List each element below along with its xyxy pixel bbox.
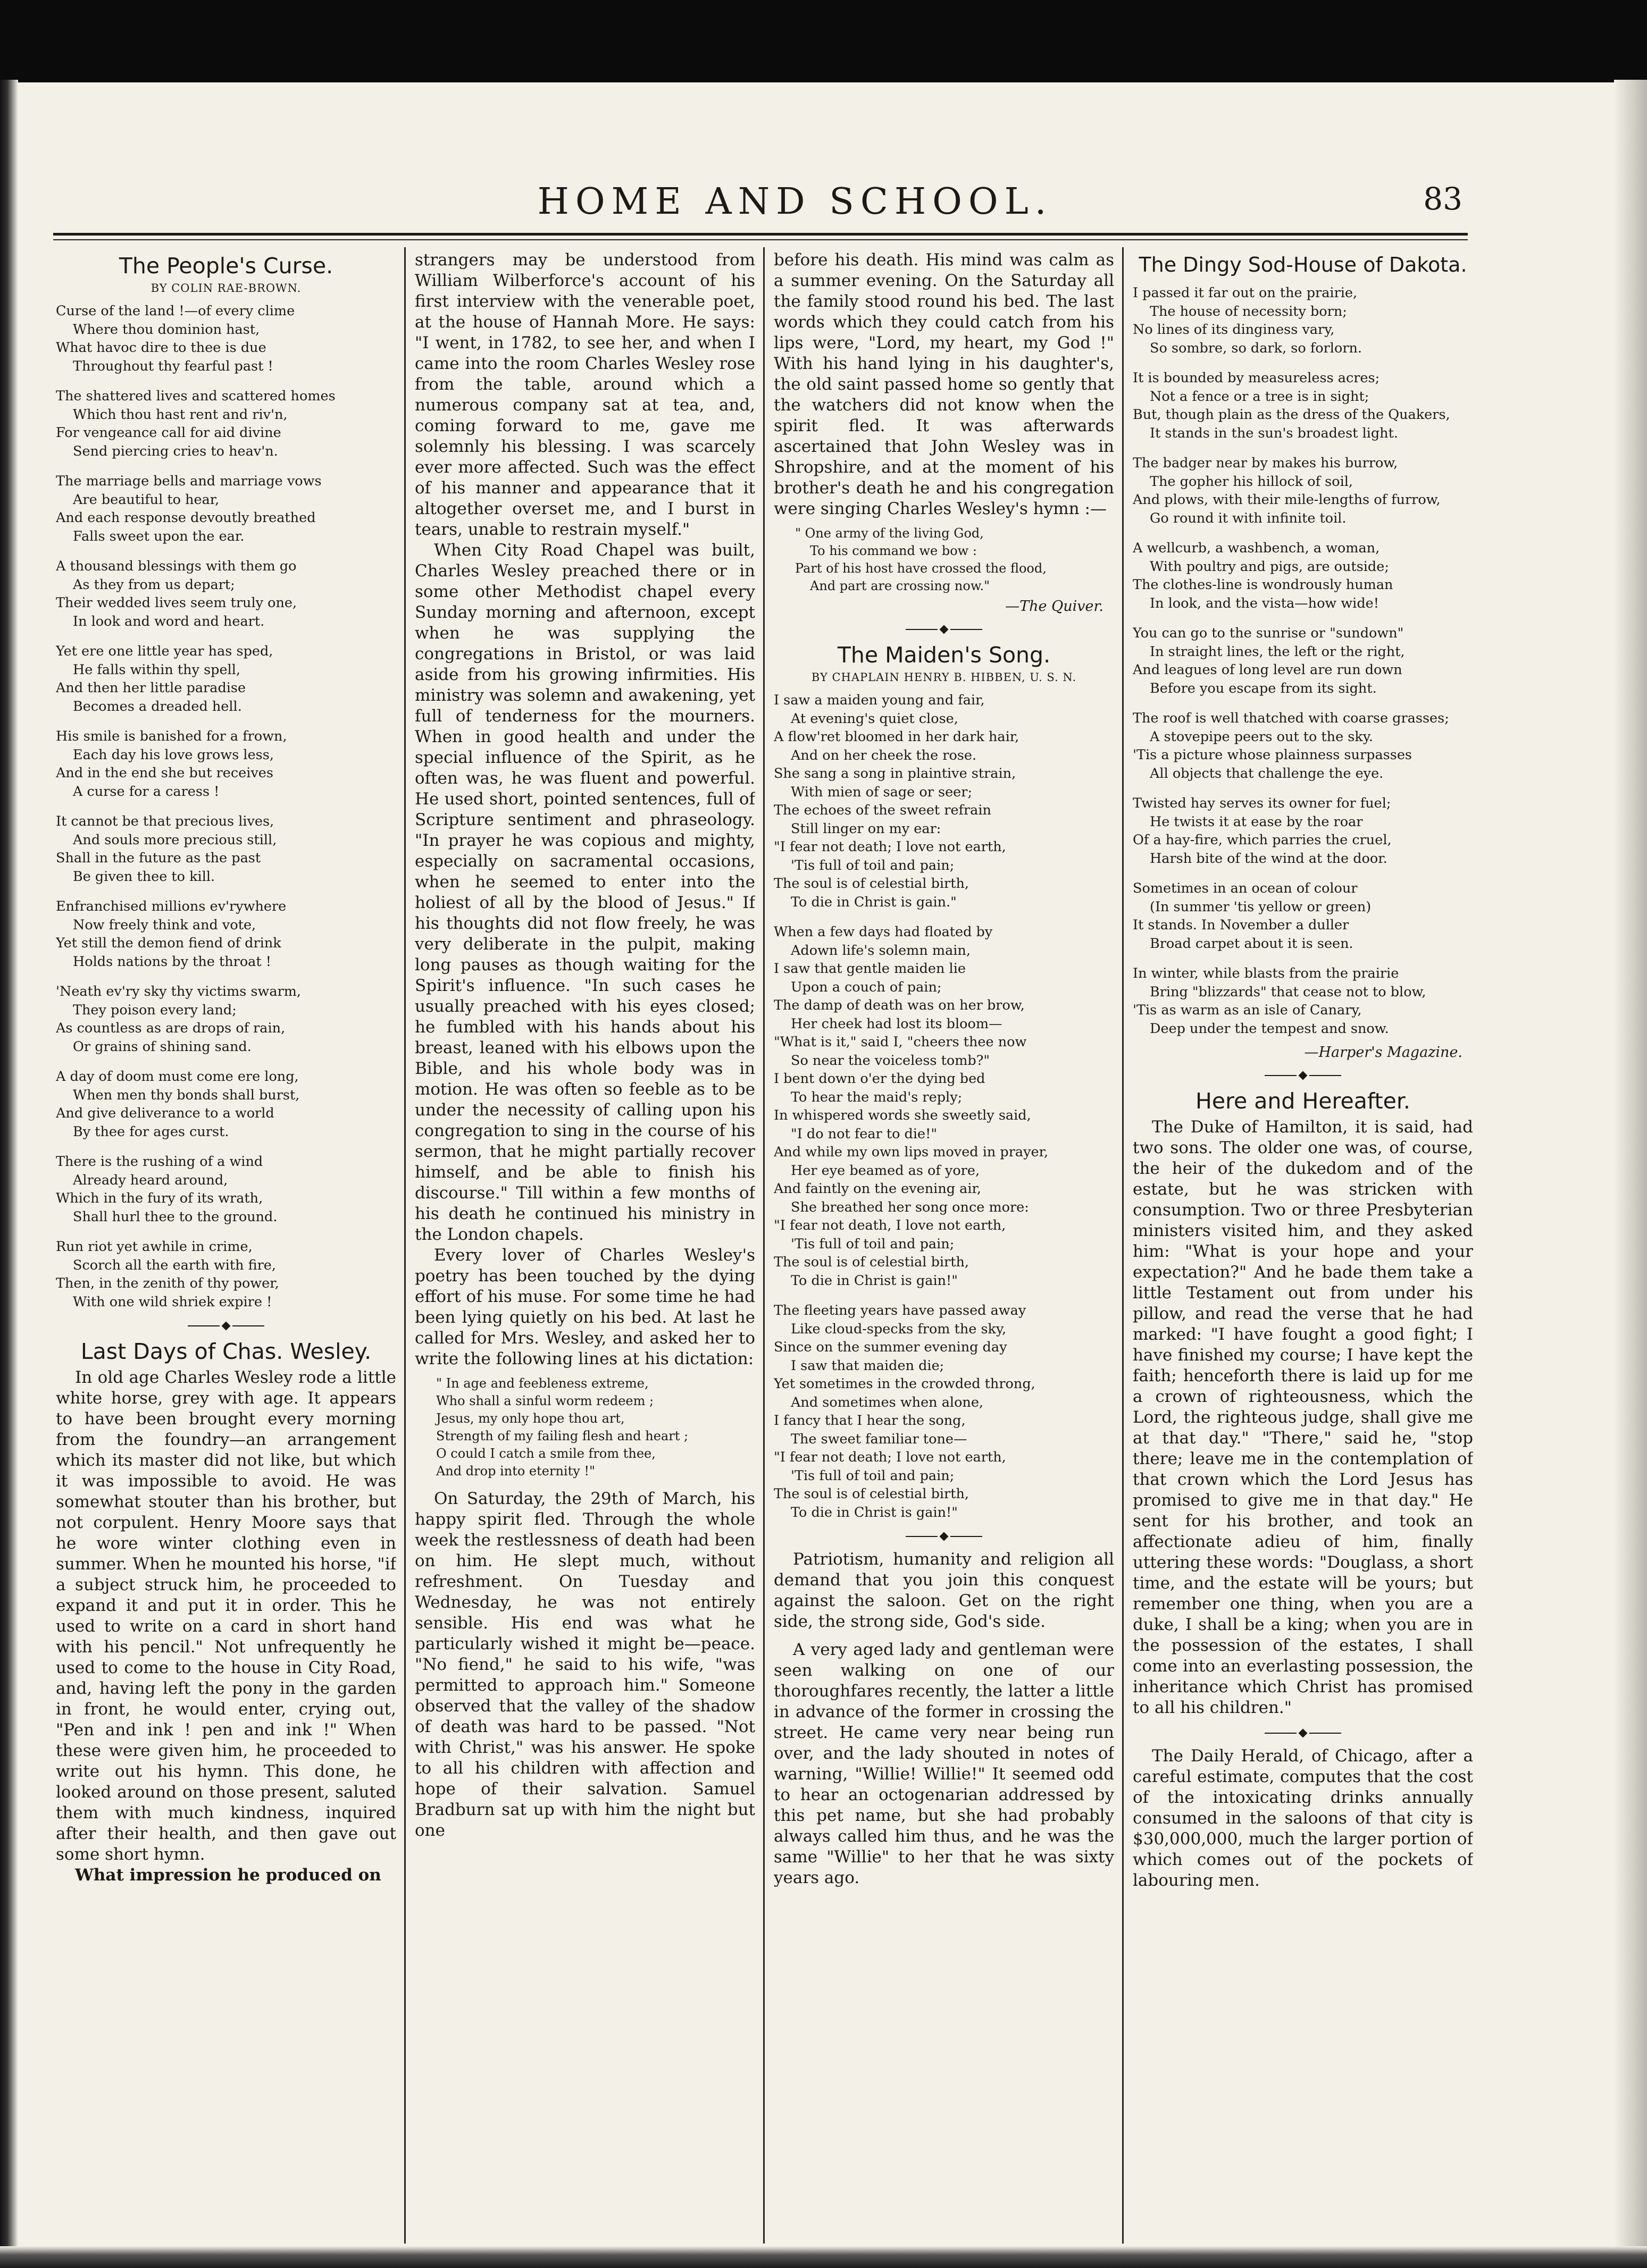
poem-stanza (1133, 539, 1473, 612)
poem-line: And then her little paradise (56, 680, 246, 696)
poem-stanza (56, 302, 396, 375)
poem-line: To die in Christ is gain!" (791, 1272, 958, 1289)
poem-line: His smile is banished for a frown, (56, 728, 287, 744)
poem-line: Deep under the tempest and snow. (1150, 1020, 1389, 1037)
poem-line: Since on the summer evening day (774, 1339, 1007, 1355)
quote-line: O could I catch a smile from thee, (436, 1446, 656, 1461)
poem-line: In whispered words she sweetly said, (774, 1107, 1031, 1123)
poem-line: They poison every land; (73, 1002, 237, 1018)
poem-stanza (56, 982, 396, 1056)
article-paragraph: Patriotism, humanity and religion all demand that you join this conquest against the saloon. Get on the right side, the strong side, God's side. (774, 1550, 1114, 1631)
poem-line: Yet ere one little year has sped, (56, 643, 273, 659)
poem-line: And faintly on the evening air, (774, 1181, 982, 1197)
poem-line: Bring "blizzards" that cease not to blow, (1150, 984, 1426, 1000)
poem-line: She breathed her song once more: (791, 1199, 1029, 1215)
poem-line: And plows, with their mile-lengths of furrow, (1133, 492, 1441, 508)
hymn-quote (795, 525, 1114, 595)
poem-line: Their wedded lives seem truly one, (56, 595, 297, 611)
poem-line: Shall hurl thee to the ground. (73, 1208, 278, 1225)
poem-maidens-song (774, 691, 1114, 1522)
poem-line: And while my own lips moved in prayer, (774, 1144, 1049, 1160)
poem-title-peoples-curse: The People's Curse. (119, 253, 333, 279)
poem-stanza (56, 642, 396, 716)
poem-line: Harsh bite of the wind at the door. (1150, 850, 1387, 867)
poem-line: Still linger on my ear: (791, 820, 941, 837)
poem-line: And in the end she but receives (56, 765, 273, 781)
poem-line: 'Neath ev'ry sky thy victims swarm, (56, 984, 302, 999)
poem-line: Then, in the zenith of thy power, (56, 1275, 279, 1291)
poem-line: And each response devoutly breathed (56, 510, 316, 526)
scan-right-border (1614, 80, 1647, 2268)
poem-byline: BY CHAPLAIN HENRY B. HIBBEN, U. S. N. (811, 671, 1077, 684)
poem-sod-house (1133, 284, 1473, 1038)
poem-stanza (774, 1301, 1114, 1522)
poem-line: For vengeance call for aid divine (56, 425, 281, 441)
column-rule (763, 247, 765, 2244)
poem-stanza (56, 1153, 396, 1226)
poem-line: In winter, while blasts from the prairie (1133, 965, 1399, 981)
poem-stanza (1133, 794, 1473, 868)
poem-line: It is bounded by measureless acres; (1133, 370, 1380, 386)
poem-line: "I fear not death; I love not earth, (774, 1449, 1006, 1465)
poem-line: I saw that gentle maiden lie (774, 961, 966, 977)
poem-line: Twisted hay serves its owner for fuel; (1133, 795, 1391, 811)
poem-line: No lines of its dinginess vary, (1133, 322, 1335, 338)
poem-stanza (774, 691, 1114, 911)
quote-line: Who shall a sinful worm redeem ; (436, 1393, 654, 1408)
poem-line: And give deliverance to a world (56, 1105, 274, 1121)
article-paragraph: When City Road Chapel was built, Charles Wesley preached there or in some other Methodist chapel every Sunday morning and afternoon, except when he was supplying the congregations in Bristol, or was laid aside from his growing infirmities. His ministry was solemn and awakening, yet full of tenderness for the mourners. When in good health and under the special influence of the Spirit, as he often was, he was fluent and powerful. He used short, pointed sentences, full of Scripture sentiment and phraseology. "In prayer he was copious and mighty, especially on sacramental occasions, when he seemed to enter into the holiest of all by the blood of Jesus." If his thoughts did not flow freely, he was very deliberate in the pulpit, making long pauses as though waiting for the Spirit's influence. "In such cases he usually preached with his eyes closed; he fumbled with his hands about his breast, leaned with his elbows upon the Bible, and his whole body was in motion. He was often so feeble as to be under the necessity of calling upon his congregation to sing in the course of his sermon, that he might partially recover himself, and be able to finish his discourse." Till within a few months of his death he continued his ministry in the London chapels. (415, 541, 755, 1244)
poem-line: The sweet familiar tone— (791, 1431, 967, 1447)
poem-line: With one wild shriek expire ! (73, 1293, 272, 1310)
poem-line: I saw that maiden die; (791, 1357, 944, 1374)
poem-line: To die in Christ is gain!" (791, 1504, 958, 1521)
poem-stanza (1133, 624, 1473, 698)
poem-line: She sang a song in plaintive strain, (774, 766, 1016, 782)
page-number: 83 (1423, 181, 1462, 217)
poem-line: A stovepipe peers out to the sky. (1150, 728, 1373, 745)
quote-line: And part are crossing now." (810, 578, 990, 593)
poem-stanza (1133, 964, 1473, 1038)
article-paragraph: Every lover of Charles Wesley's poetry has been touched by the dying effort of his muse. For some time he had been lying quietly on his bed. At last he called for Mrs. Wesley, and asked her to write the following lines at his dictation: (415, 1246, 755, 1368)
column-2 (415, 250, 755, 2241)
poem-line: I bent down o'er the dying bed (774, 1071, 985, 1087)
poem-line: Of a hay-fire, which parries the cruel, (1133, 832, 1392, 848)
poem-line: Her eye beamed as of yore, (791, 1162, 980, 1179)
poem-line: I passed it far out on the prairie, (1133, 285, 1358, 301)
poem-line: The clothes-line is wondrously human (1133, 577, 1393, 593)
poem-stanza (1133, 454, 1473, 527)
scan-left-border (0, 80, 18, 2268)
poem-line: The badger near by makes his burrow, (1133, 455, 1398, 471)
section-divider (56, 1323, 396, 1329)
quote-line: Part of his host have crossed the flood, (795, 561, 1047, 576)
poem-line: I fancy that I hear the song, (774, 1413, 966, 1429)
poem-line: At evening's quiet close, (791, 710, 958, 727)
article-title-wesley: Last Days of Chas. Wesley. (80, 1339, 372, 1364)
poem-line: 'Tis full of toil and pain; (791, 857, 955, 873)
poem-line: Now freely think and vote, (73, 917, 256, 933)
poem-title-sod-house: The Dingy Sod-House of Dakota. (1139, 253, 1467, 276)
article-paragraph: What impression he produced on (75, 1866, 381, 1885)
poem-line: The soul is of celestial birth, (774, 876, 969, 892)
poem-line: The house of necessity born; (1150, 303, 1347, 320)
article-paragraph: The Duke of Hamilton, it is said, had two sons. The older one was, of course, the heir of the dukedom and of the estate, but he was stricken with consumption. Two or three Presbyterian ministers visited him, and they asked him: "What is your hope and your expectation?" And he bade them take a little Testament out from under his pillow, and read the verse that he had marked: "I have fought a good fight; I have finished my course; I have kept the faith; henceforth there is laid up for me a crown of righteousness, which the Lord, the righteous judge, shall give me at that day." "There," said he, "stop there; leave me in the contemplation of that crown which the Lord Jesus has promised to give me in that day." He sent for his brother, and took an affectionate adieu of him, finally uttering these words: "Douglass, a short time, and the estate will be yours; but remember one thing, when you are a duke, I shall be a king; when you are in the possession of the estates, I shall come into an everlasting possession, the inheritance which Christ has promised to all his children." (1133, 1118, 1473, 1717)
column-1 (56, 250, 396, 2241)
poem-line: And on her cheek the rose. (791, 747, 977, 763)
poem-byline: BY COLIN RAE-BROWN. (151, 282, 302, 295)
poem-stanza (56, 727, 396, 801)
poem-line: In look, and the vista—how wide! (1150, 595, 1379, 611)
poem-line: The fleeting years have passed away (774, 1303, 1026, 1318)
quote-credit: —The Quiver. (1005, 598, 1103, 615)
poem-stanza (1133, 369, 1473, 442)
poem-line: Her cheek had lost its bloom— (791, 1015, 1002, 1032)
quote-line: To his command we bow : (810, 543, 977, 558)
poem-line: Like cloud-specks from the sky, (791, 1321, 1007, 1337)
poem-line: He twists it at ease by the roar (1150, 813, 1363, 830)
header-rule-thin (53, 239, 1468, 240)
poem-line: When a few days had floated by (774, 924, 993, 940)
poem-line: Falls sweet upon the ear. (73, 528, 245, 544)
poem-line: Are beautiful to hear, (73, 491, 220, 508)
quote-line: And drop into eternity !" (436, 1464, 596, 1479)
poem-line: It stands. In November a duller (1133, 917, 1349, 933)
poem-line: Be given thee to kill. (73, 868, 215, 885)
poem-stanza (1133, 709, 1473, 783)
poem-line: And leagues of long level are run down (1133, 662, 1402, 678)
poem-stanza (1133, 284, 1473, 357)
poem-line: Already heard around, (73, 1172, 228, 1188)
article-paragraph: In old age Charles Wesley rode a little white horse, grey with age. It appears to have been brought every morning from the foundry—an arrangement which its master did not like, but which it was impossible to avoid. He was somewhat stouter than his brother, but not corpulent. Henry Moore says that he wore winter clothing even in summer. When he mounted his horse, "if a subject struck him, he proceeded to expand it and put it in order. This he used to write on a card in short hand with his pencil." Not unfrequently he used to come to the house in City Road, and, having left the pony in the garden in front, he would enter, crying out, "Pen and ink ! pen and ink !" When these were given him, he proceeded to write out his hymn. This done, he looked around on those present, saluted them with much kindness, inquired after their health, and then gave out some short hymn. (56, 1368, 396, 1864)
poem-line: A curse for a caress ! (73, 783, 220, 800)
poem-line: What havoc dire to thee is due (56, 340, 266, 356)
poem-stanza (56, 387, 396, 460)
column-4 (1133, 250, 1473, 2241)
poem-line: 'Tis full of toil and pain; (791, 1467, 955, 1484)
poem-line: Adown life's solemn main, (791, 942, 971, 959)
poem-line: The echoes of the sweet refrain (774, 802, 991, 818)
poem-line: In straight lines, the left or the right, (1150, 643, 1405, 660)
quote-line: Jesus, my only hope thou art, (436, 1411, 625, 1426)
poem-line: As countless as are drops of rain, (56, 1020, 286, 1036)
poem-line: A wellcurb, a washbench, a woman, (1133, 540, 1380, 556)
poem-line: It stands in the sun's broadest light. (1150, 425, 1398, 441)
article-paragraph: The Daily Herald, of Chicago, after a careful estimate, computes that the cost of the intoxicating drinks annually consumed in the saloons of that city is $30,000,000, much the larger portion of which comes out of the pockets of labouring men. (1133, 1746, 1473, 1890)
poem-line: Shall in the future as the past (56, 850, 261, 866)
poem-peoples-curse (56, 302, 396, 1311)
poem-line: Go round it with infinite toil. (1150, 510, 1347, 526)
section-divider (1133, 1072, 1473, 1079)
poem-line: With mien of sage or seer; (791, 784, 973, 800)
hymn-quote (436, 1375, 755, 1480)
poem-line: There is the rushing of a wind (56, 1154, 263, 1170)
quote-line: " In age and feebleness extreme, (436, 1376, 649, 1391)
poem-line: Where thou dominion hast, (73, 321, 260, 338)
poem-line: The soul is of celestial birth, (774, 1486, 969, 1502)
article-paragraph: before his death. His mind was calm as a summer evening. On the Saturday all the family stood round his bed. The last words which they could catch from his lips were, "Lord, my heart, my God !" With his hand lying in his daughter's, the old saint passed home so gently that the watchers did not know when the spirit fled. It was afterwards ascertained that John Wesley was in Shropshire, and at the moment of his brother's death he and his congregation were singing Charles Wesley's hymn :— (774, 250, 1114, 518)
section-divider (774, 1533, 1114, 1540)
poem-line: Holds nations by the throat ! (73, 953, 271, 970)
poem-line: When men thy bonds shall burst, (73, 1087, 300, 1103)
poem-line: Each day his love grows less, (73, 746, 274, 763)
page-header-title: HOME AND SCHOOL. (537, 181, 1053, 223)
poem-line: Before you escape from its sight. (1150, 680, 1377, 696)
poem-line: With poultry and pigs, are outside; (1150, 558, 1389, 575)
poem-line: The gopher his hillock of soil, (1150, 473, 1353, 490)
scan-bottom-border (0, 2246, 1647, 2268)
scan-top-border (0, 0, 1647, 82)
poem-line: "I fear not death; I love not earth, (774, 839, 1006, 855)
quote-line: " One army of the living God, (795, 526, 984, 541)
poem-line: Send piercing cries to heav'n. (73, 443, 278, 459)
poem-line: 'Tis a picture whose plainness surpasses (1133, 747, 1412, 763)
poem-line: But, though plain as the dress of the Quakers, (1133, 407, 1450, 423)
article-paragraph: strangers may be understood from William Wilberforce's account of his first interview with the venerable poet, at the house of Hannah More. He says: "I went, in 1782, to see her, and when I came into the room Charles Wesley rose from the table, around which a numerous company sat at tea, and, coming forward to me, gave me solemnly his blessing. I was scarcely ever more affected. Such was the effect of his manner and appearance that it altogether overset me, and I burst in tears, unable to restrain myself." (415, 250, 755, 539)
poem-line: Which thou hast rent and riv'n, (73, 406, 288, 423)
poem-line: Broad carpet about it is seen. (1150, 935, 1353, 952)
poem-stanza (56, 557, 396, 631)
section-divider (774, 626, 1114, 633)
poem-line: To die in Christ is gain." (791, 894, 957, 910)
poem-line: "I fear not death, I love not earth, (774, 1217, 1006, 1233)
poem-line: The roof is well thatched with coarse grasses; (1133, 710, 1449, 726)
poem-stanza (774, 923, 1114, 1290)
poem-line: A thousand blessings with them go (56, 558, 297, 574)
poem-line: Curse of the land !—of every clime (56, 303, 295, 319)
poem-stanza (1133, 879, 1473, 953)
poem-line: By thee for ages curst. (73, 1123, 229, 1140)
quote-line: Strength of my failing flesh and heart ; (436, 1429, 689, 1443)
poem-line: Which in the fury of its wrath, (56, 1190, 263, 1206)
poem-line: So near the voiceless tomb?" (791, 1052, 990, 1069)
poem-line: And sometimes when alone, (791, 1394, 984, 1410)
poem-stanza (56, 1068, 396, 1141)
column-rule (1122, 247, 1124, 2244)
column-rule (404, 247, 406, 2244)
article-paragraph: On Saturday, the 29th of March, his happy spirit fled. Through the whole week the restlessness of death had been on him. He slept much, without refreshment. On Tuesday and Wednesday, he was not entirely sensible. His end was what he particularly wished it might be—peace. "No fiend," he said to his wife, "was permitted to approach him." Someone observed that the valley of the shadow of death was hard to be passed. "Not with Christ," was his answer. He spoke to all his children with affection and hope of their salvation. Samuel Bradburn sat up with him the night but one (415, 1489, 755, 1840)
poem-line: 'Tis as warm as an isle of Canary, (1133, 1002, 1362, 1018)
poem-line: (In summer 'tis yellow or green) (1150, 898, 1372, 915)
poem-line: The marriage bells and marriage vows (56, 473, 322, 489)
poem-stanza (56, 1238, 396, 1311)
poem-line: The soul is of celestial birth, (774, 1254, 969, 1270)
poem-line: Or grains of shining sand. (73, 1038, 252, 1055)
poem-stanza (56, 812, 396, 886)
poem-line: It cannot be that precious lives, (56, 813, 274, 829)
poem-line: You can go to the sunrise or "sundown" (1133, 625, 1404, 641)
poem-line: Sometimes in an ocean of colour (1133, 880, 1358, 896)
section-divider (1133, 1730, 1473, 1736)
article-paragraph: A very aged lady and gentleman were seen walking on one of our thoroughfares recently, the latter a little in advance of the former in crossing the street. He came very near being run over, and the lady shouted in notes of warning, "Willie! Willie!" It seemed odd to hear an octogenarian addressed by this pet name, but she had probably always called him thus, and he was the same "Willie" to her that he was sixty years ago. (774, 1640, 1114, 1887)
poem-line: "What is it," said I, "cheers thee now (774, 1034, 1027, 1050)
poem-line: So sombre, so dark, so forlorn. (1150, 340, 1362, 356)
poem-line: He falls within thy spell, (73, 661, 241, 678)
poem-line: As they from us depart; (73, 576, 235, 593)
poem-line: 'Tis full of toil and pain; (791, 1236, 955, 1252)
poem-line: Yet sometimes in the crowded throng, (774, 1376, 1035, 1392)
poem-stanza (56, 472, 396, 545)
poem-line: In look and word and heart. (73, 613, 265, 629)
poem-title-maidens-song: The Maiden's Song. (837, 642, 1051, 668)
poem-line: Yet still the demon fiend of drink (56, 935, 281, 951)
poem-stanza (56, 897, 396, 971)
poem-line: A flow'ret bloomed in her dark hair, (774, 729, 1019, 745)
poem-line: Not a fence or a tree is in sight; (1150, 388, 1369, 405)
poem-line: Throughout thy fearful past ! (73, 358, 273, 374)
poem-line: "I do not fear to die!" (791, 1125, 938, 1142)
poem-line: A day of doom must come ere long, (56, 1069, 299, 1085)
poem-line: I saw a maiden young and fair, (774, 692, 985, 708)
article-title-here-and-hereafter: Here and Hereafter. (1195, 1088, 1410, 1114)
poem-line: Becomes a dreaded hell. (73, 698, 242, 715)
poem-line: Enfranchised millions ev'rywhere (56, 898, 287, 914)
poem-line: Run riot yet awhile in crime, (56, 1239, 253, 1255)
poem-line: All objects that challenge the eye. (1150, 765, 1384, 782)
poem-line: Scorch all the earth with fire, (73, 1257, 277, 1273)
poem-line: To hear the maid's reply; (791, 1089, 963, 1105)
header-rule-thick (53, 233, 1468, 236)
poem-credit: —Harper's Magazine. (1304, 1044, 1462, 1061)
poem-line: And souls more precious still, (73, 831, 277, 848)
poem-line: The damp of death was on her brow, (774, 997, 1025, 1013)
poem-line: Upon a couch of pain; (791, 979, 942, 995)
column-3 (774, 250, 1114, 2241)
poem-line: The shattered lives and scattered homes (56, 388, 336, 404)
